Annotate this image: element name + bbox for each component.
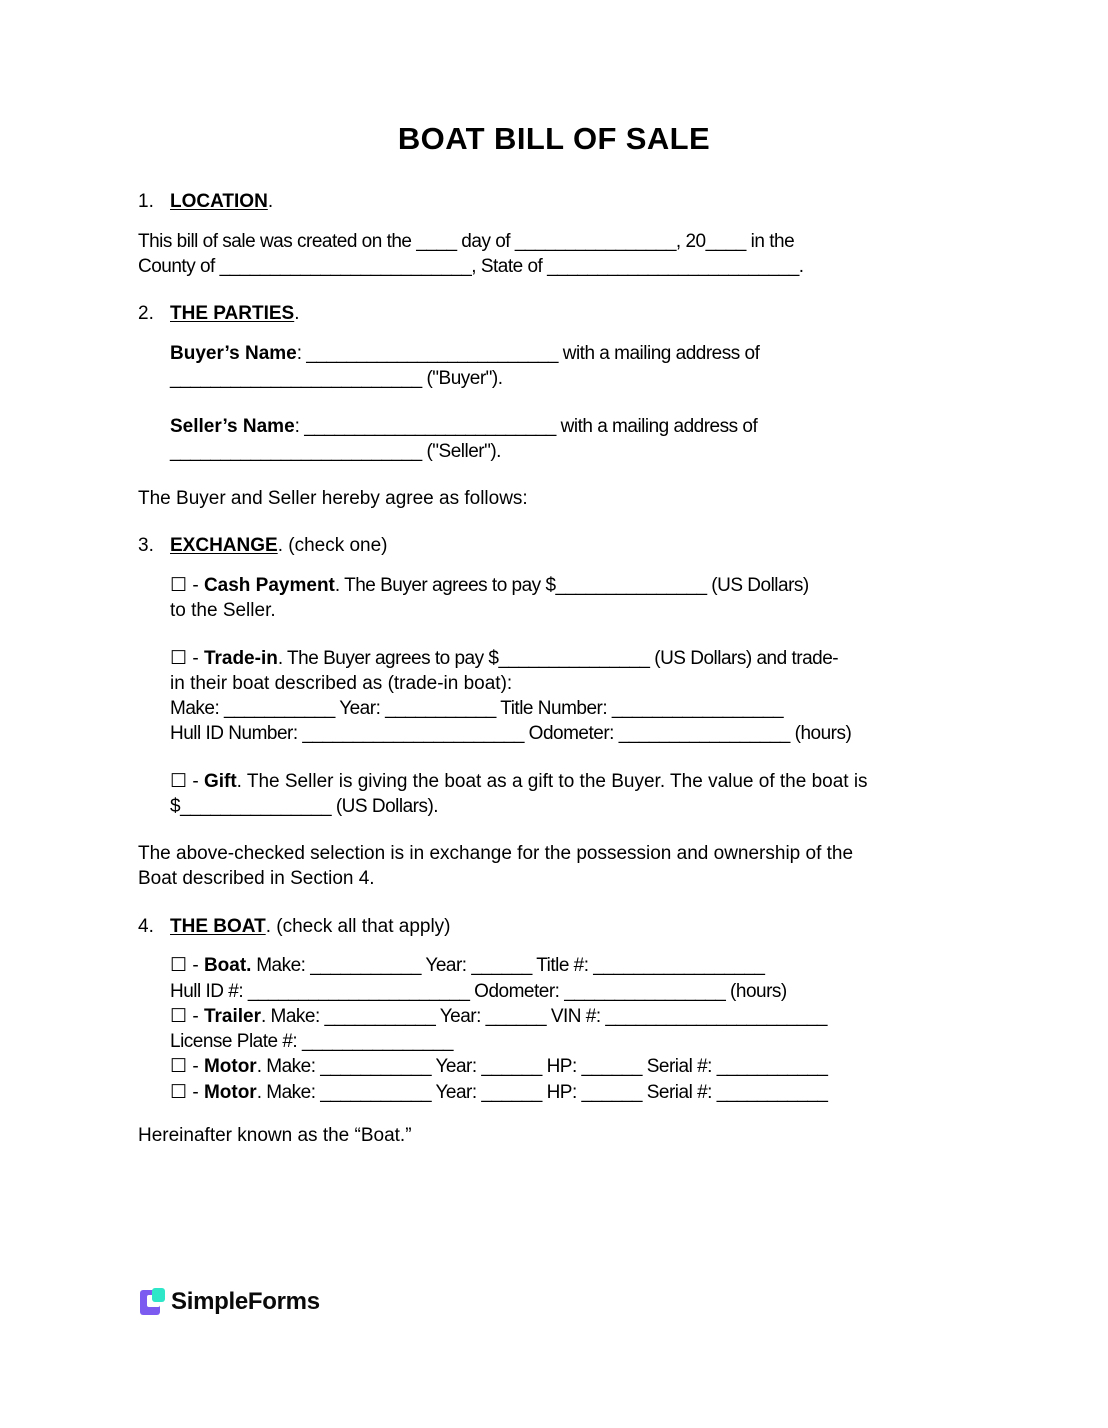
section-title-parties: THE PARTIES [170,303,295,325]
section-number-exchange: 3. [138,535,154,557]
section-title-suffix-exchange: . (check one) [277,535,388,557]
section-title-suffix-boat: . (check all that apply) [265,915,451,937]
section-title-location: LOCATION [170,191,268,213]
buyer-block [170,341,970,392]
simpleforms-logo-icon [140,1288,165,1315]
cash-payment-amount-field: . The Buyer agrees to pay $_______________ (US Dollars) [334,574,809,596]
checkbox-cash-payment[interactable]: ☐ [170,574,188,596]
motor-1-label: Motor [203,1056,257,1078]
boat-hull-odometer-field: Hull ID #: ______________________ Odometer: ________________ (hours) [170,980,787,1002]
motor-2-fields: . Make: ___________ Year: ______ HP: ______ Serial #: ___________ [256,1081,828,1103]
boat-label: Boat. [203,955,252,977]
exchange-option-gift: ☐ - Gift. The Seller is giving the boat as a gift to the Buyer. The value of the boat is $_______________ (US Dollars). [170,770,868,817]
trade-in-make-year-title-field: Make: ___________ Year: ___________ Title Number: _________________ [170,698,784,720]
logo-accent-shape [152,1288,165,1302]
location-paragraph [138,229,970,280]
checkbox-boat[interactable]: ☐ [170,955,188,977]
section-heading-location [138,189,970,215]
buyer-name-label: Buyer’s Name [170,343,297,364]
section-title-suffix-location: . [267,191,274,213]
trailer-make-year-vin-field: . Make: ___________ Year: ______ VIN #: ______________________ [260,1005,827,1027]
seller-name-label: Seller’s Name [170,415,295,437]
brand-name: SimpleForms [171,1287,320,1315]
checkbox-trade-in[interactable]: ☐ [170,647,188,669]
boat-details-block: ☐ - Boat. Make: ___________ Year: ______ Title #: _________________ Hull ID #: ______________________ Odometer: ________________ (hours) ☐ - Trailer. Make: ___________ Year: ______ VIN #: ______________________ License Plate #: _______________ ☐ - Motor. Make: ___________ Year: ______ HP: ______ Serial #: ___________ ☐ - Motor. Make: ___________ Year: ______ HP: ______ Serial #: ___________ [170,955,828,1103]
checkbox-gift[interactable]: ☐ [170,770,188,792]
footer-brand [140,1288,320,1315]
section-heading-boat [138,914,970,940]
document-body [138,120,970,1170]
hereinafter-statement: Hereinafter known as the “Boat.” [138,1124,412,1146]
gift-label: Gift [203,770,237,792]
exchange-closing-line-2: Boat described in Section 4. [138,868,375,890]
trailer-label: Trailer [203,1005,261,1027]
exchange-option-tradein: ☐ - Trade-in. The Buyer agrees to pay $_______________ (US Dollars) and trade- in their boat described as (trade-in boat): Make: ___________ Year: ___________ Title Number: _________________ Hull ID Number: ______________________ Odometer: _________________ (hours) [170,647,852,745]
section-title-boat: THE BOAT [170,915,266,937]
gift-value-field: $_______________ (US Dollars). [170,795,439,817]
motor-2-label: Motor [203,1081,257,1103]
cash-payment-line-2: to the Seller. [170,600,276,622]
trailer-license-plate-field: License Plate #: _______________ [170,1031,453,1053]
boat-make-year-title-field: Make: ___________ Year: ______ Title #: _________________ [251,955,765,977]
section-number-location: 1. [138,191,154,213]
exchange-option-cash: ☐ - Cash Payment. The Buyer agrees to pay $_______________ (US Dollars) to the Seller. [170,574,809,622]
buyer-address-field: _________________________ ("Buyer"). [170,368,503,390]
section-heading-parties [138,301,970,327]
checkbox-motor-1[interactable]: ☐ [170,1056,188,1078]
exchange-closing-line-1: The above-checked selection is in exchange for the possession and ownership of the [138,843,854,865]
agreement-statement: The Buyer and Seller hereby agree as follows: [138,488,528,510]
trade-in-line-2: in their boat described as (trade-in boat): [170,672,513,694]
trade-in-hull-odometer-field: Hull ID Number: ______________________ Odometer: _________________ (hours) [170,723,852,745]
cash-payment-label: Cash Payment [203,574,335,596]
gift-line-1: . The Seller is giving the boat as a gift to the Buyer. The value of the boat is [236,770,868,792]
section-title-suffix-parties: . [294,303,300,325]
location-line-1: This bill of sale was created on the ____ day of ________________, 20____ in the [138,230,795,252]
exchange-closing-statement [138,841,970,892]
buyer-name-field: : _________________________ with a mailing address of [296,343,760,364]
seller-name-field: : _________________________ with a mailing address of [294,415,758,437]
section-number-boat: 4. [138,915,154,937]
section-number-parties: 2. [138,303,154,325]
checkbox-trailer[interactable]: ☐ [170,1005,188,1027]
motor-1-fields: . Make: ___________ Year: ______ HP: ______ Serial #: ___________ [256,1056,828,1078]
checkbox-motor-2[interactable]: ☐ [170,1081,188,1103]
location-line-2: County of _________________________, State of _________________________. [138,256,804,278]
trade-in-amount-field: . The Buyer agrees to pay $_______________ (US Dollars) and trade- [277,647,839,669]
section-title-exchange: EXCHANGE [170,535,278,557]
trade-in-label: Trade-in [203,647,278,669]
section-heading-exchange [138,533,970,559]
seller-block [170,414,970,465]
page-title: BOAT BILL OF SALE [397,121,711,156]
seller-address-field: _________________________ ("Seller"). [170,440,501,462]
